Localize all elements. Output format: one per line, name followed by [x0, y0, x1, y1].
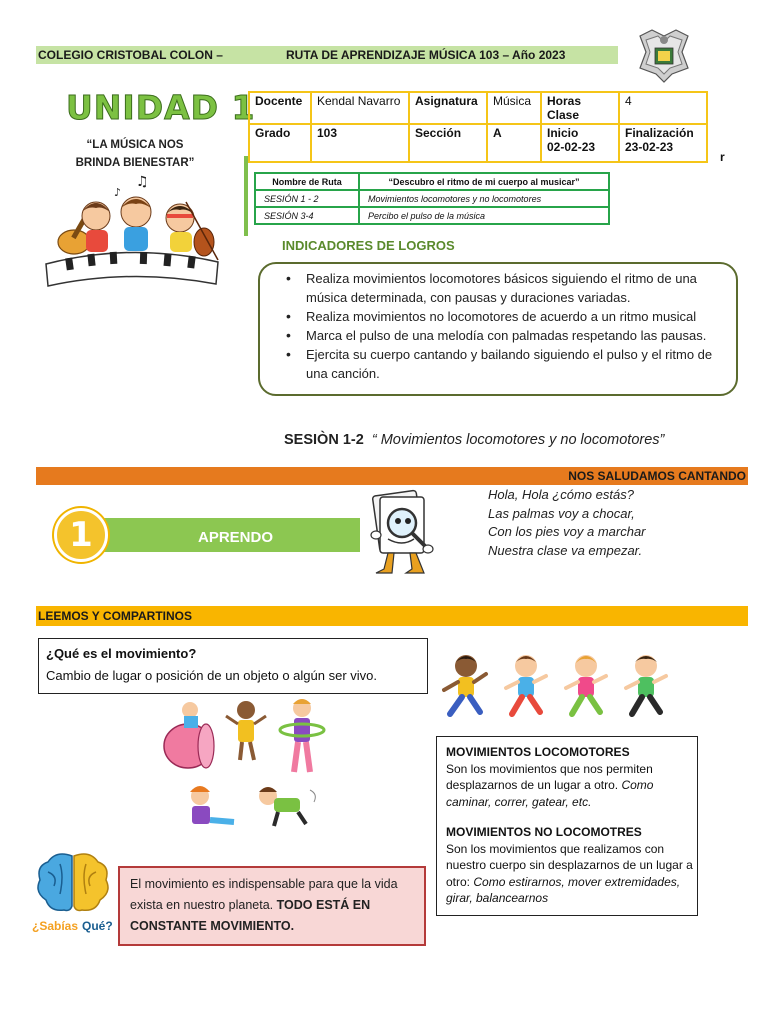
- green-accent-bar: [244, 156, 248, 236]
- no-locomotores-text: Son los movimientos que realizamos con nuestro cuerpo sin desplazarnos de un lugar a otro:: [446, 841, 693, 889]
- list-item: • Ejercita su cuerpo cantando y bailando siguiendo el pulso y el ritmo de una canción.: [286, 345, 736, 383]
- fin-cell: [619, 124, 707, 162]
- no-locomotores-heading: MOVIMIENTOS NO LOCOMOTRES: [446, 825, 642, 839]
- table-row: [255, 190, 609, 207]
- ruta-col2-header: “Descubro el ritmo de mi cuerpo al musicar”: [359, 173, 609, 190]
- locomotion-definitions: [446, 744, 694, 907]
- moving-kids-illustration: [160, 694, 328, 850]
- session-title: “ Movimientos locomotores y no locomotores”: [371, 432, 665, 448]
- inicio-cell: [541, 124, 619, 162]
- aprendo-label: APRENDO: [198, 529, 274, 546]
- leemos-label: LEEMOS Y COMPARTINOS: [38, 609, 193, 623]
- ruta-topic-cell: Percibo el pulso de la música: [359, 207, 609, 224]
- ruta-session-cell: SESIÓN 3-4: [255, 207, 359, 224]
- session-label: SESIÒN 1-2: [284, 432, 364, 448]
- saludamos-label: NOS SALUDAMOS CANTANDO: [568, 469, 746, 483]
- svg-text:♫: ♫: [136, 174, 149, 190]
- sabias-logo-text: ¿Sabías: [32, 919, 79, 933]
- ruta-table: [254, 172, 610, 225]
- locomotores-heading: MOVIMIENTOS LOCOMOTORES: [446, 745, 630, 759]
- list-item: • Realiza movimientos no locomotores de acuerdo a un ritmo musical: [286, 307, 736, 326]
- svg-text:♪: ♪: [114, 186, 122, 199]
- list-item: • Realiza movimientos locomotores básicos siguiendo el ritmo de una música determinada, con pausas y duraciones variadas.: [286, 269, 736, 307]
- song-line: Nuestra clase va empezar.: [488, 542, 643, 558]
- running-kids-illustration: [436, 650, 686, 730]
- song-line: Hola, Hola ¿cómo estás?: [488, 487, 634, 502]
- asignatura-label: Asignatura: [409, 92, 487, 124]
- session-heading: [284, 432, 664, 448]
- fin-label: Finalización: [625, 126, 694, 140]
- asignatura-value: Música: [487, 92, 541, 124]
- seccion-label: Sección: [409, 124, 487, 162]
- inicio-value: 02-02-23: [547, 140, 596, 154]
- horas-label: Horas Clase: [541, 92, 619, 124]
- kids-music-illustration: [36, 172, 226, 292]
- unit-quote-line2: BRINDA BIENESTAR”: [75, 157, 195, 169]
- locomotores-examples: Como caminar, correr, gatear, etc.: [446, 778, 654, 809]
- grado-value: 103: [311, 124, 409, 162]
- list-item: • Marca el pulso de una melodía con palmadas respetando las pausas.: [286, 326, 736, 345]
- school-crest-icon: [632, 22, 696, 86]
- no-locomotores-definition: [446, 841, 694, 907]
- indicadores-title: INDICADORES DE LOGROS: [282, 238, 455, 253]
- locomotores-text: Son los movimientos que nos permiten desplazarnos de un lugar a otro.: [446, 761, 653, 792]
- horas-value: 4: [619, 92, 707, 124]
- song-line: Con los pies voy a marchar: [488, 524, 646, 539]
- inicio-label: Inicio: [547, 126, 579, 140]
- step-number: 1: [69, 515, 93, 555]
- ruta-topic-cell: Movimientos locomotores y no locomotores: [359, 190, 609, 207]
- indicadores-list: [286, 269, 736, 383]
- fin-value: 23-02-23: [625, 140, 674, 154]
- fact-body: El movimiento es indispensable para que la vida exista en nuestro planeta.: [130, 877, 398, 912]
- docente-label: Docente: [249, 92, 311, 124]
- school-name: COLEGIO CRISTOBAL COLON –: [38, 48, 223, 62]
- unit-quote: [60, 136, 210, 172]
- ruta-session-cell: SESIÓN 1 - 2: [255, 190, 359, 207]
- song-line: Las palmas voy a chocar,: [488, 505, 635, 521]
- greeting-song: [488, 486, 646, 560]
- seccion-value: A: [487, 124, 541, 162]
- docente-value: Kendal Navarro: [311, 92, 409, 124]
- fact-text: [130, 874, 420, 937]
- fact-emphasis: TODO ESTÁ EN CONSTANTE MOVIMIENTO.: [130, 898, 371, 933]
- stray-character: r: [720, 150, 725, 164]
- no-locomotores-examples: Como estirarnos, mover extremidades, girar, balancearnos: [446, 874, 681, 905]
- locomotores-definition: [446, 761, 694, 811]
- class-info-table: [248, 91, 708, 163]
- table-row: [255, 207, 609, 224]
- magnifier-book-icon: [358, 487, 446, 579]
- grado-label: Grado: [249, 124, 311, 162]
- ruta-title: RUTA DE APRENDIZAJE MÚSICA 103 – Año 2023: [286, 48, 566, 62]
- brain-sabias-que-logo: [30, 842, 116, 938]
- unit-title: UNIDAD 1: [66, 88, 256, 127]
- que-logo-text: Qué?: [82, 919, 113, 933]
- ruta-col1-header: Nombre de Ruta: [255, 173, 359, 190]
- definition-question: ¿Qué es el movimiento?: [46, 646, 197, 661]
- definition-answer: Cambio de lugar o posición de un objeto o algún ser vivo.: [46, 668, 377, 683]
- unit-quote-line1: “LA MÚSICA NOS: [86, 139, 184, 151]
